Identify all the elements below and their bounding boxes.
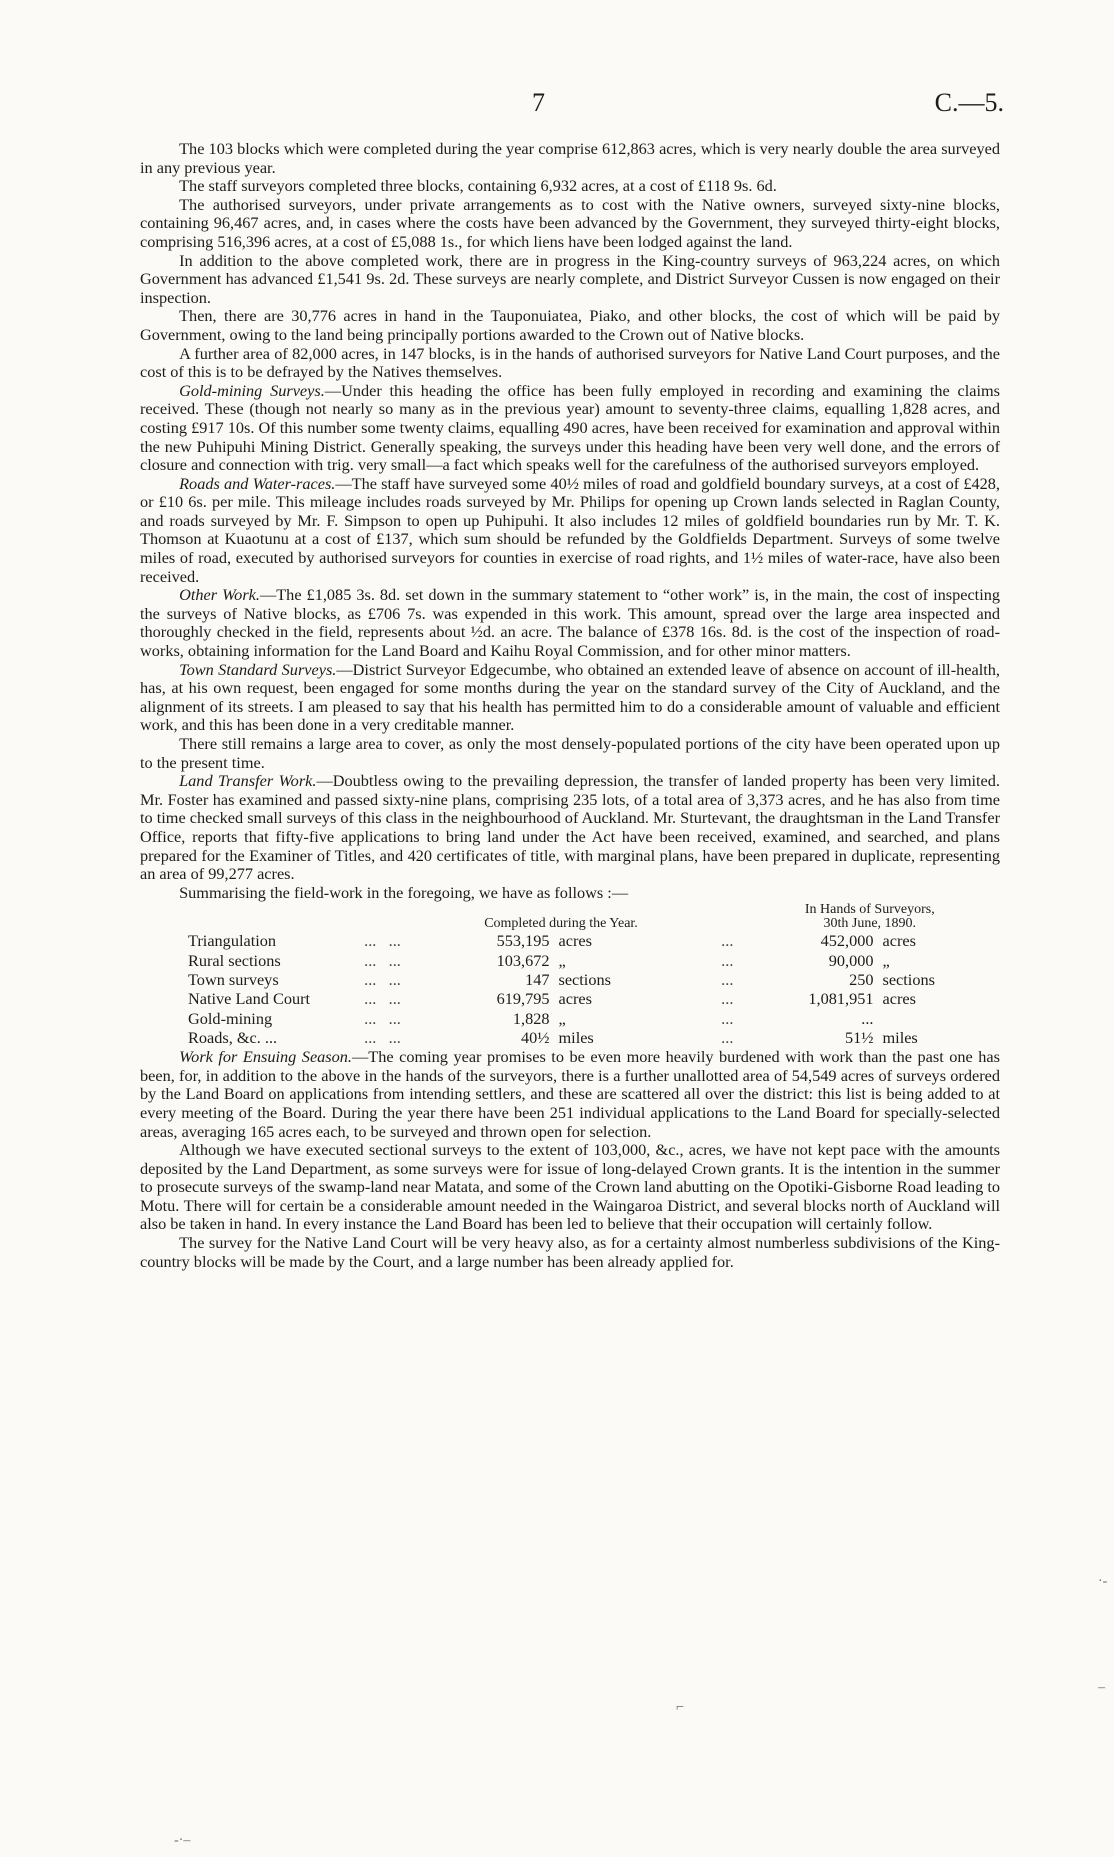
leader-dots: ...	[364, 969, 377, 989]
summary-table	[140, 903, 1000, 1047]
summary-row	[140, 970, 1000, 989]
completed-unit: „	[558, 1008, 566, 1028]
leader-dots: ...	[388, 1027, 401, 1047]
leader-dots: ...	[388, 931, 401, 951]
summary-row	[140, 931, 1000, 950]
paragraph-text: Then, there are 30,776 acres in hand in the Tauponuiatea, Piako, and other blocks, the cost of which will be paid by Government, owing to the land being principally portions awarded to the Crown out of Native blocks.	[140, 306, 1000, 344]
paragraph-heading: Town Standard Surveys.	[179, 659, 337, 679]
paragraph-text: The staff surveyors completed three blocks, containing 6,932 acres, at a cost of £118 9s. 6d.	[179, 176, 777, 196]
scan-mark: ‑·–	[174, 1833, 191, 1848]
paragraphs-before-table	[140, 140, 1000, 902]
paragraph	[140, 475, 1000, 587]
completed-unit: acres	[558, 989, 592, 1009]
in-hands-value: 1,081,951	[808, 989, 874, 1009]
paragraph-heading: Land Transfer Work.	[179, 771, 317, 791]
in-hands-value: 452,000	[820, 931, 874, 951]
completed-unit: acres	[558, 931, 592, 951]
summary-row	[140, 951, 1000, 970]
summary-row	[140, 989, 1000, 1008]
completed-value: 1,828	[512, 1008, 550, 1028]
paragraph-heading: Work for Ensuing Season.	[179, 1047, 352, 1067]
completed-value: 147	[525, 969, 550, 989]
leader-dots: ...	[721, 989, 734, 1009]
summary-table-header	[140, 903, 1000, 931]
paragraph	[140, 1141, 1000, 1234]
paragraph-text: Summarising the field-work in the foregoing, we have as follows :—	[179, 882, 629, 902]
paragraph-text: Although we have executed sectional surveys to the extent of 103,000, &c., acres, we have not kept pace with the amounts deposited by the Land Department, as some surveys were for issue of long-delayed Crown grants. It is the intention in the summer to prosecute surveys of the swamp-land near Matata, and some of the Crown land abutting on the Opotiki-Gisborne Road leading to Motu. There will for certain be a considerable amount needed in the Waingaroa District, and several blocks north of Auckland will also be taken in hand. In every instance the Land Board has been led to believe that their occupation will certainly follow.	[140, 1140, 1000, 1234]
col-in-hands-line2: 30th June, 1890.	[823, 916, 917, 932]
completed-unit: „	[558, 950, 566, 970]
paragraph-heading: Other Work.	[179, 585, 260, 605]
paragraph-text: —District Surveyor Edgecumbe, who obtained an extended leave of absence on account of ill-health, has, at his own request, been engaged for some months during the year on the standard survey of the City of Auckland, and the alignment of its streets. I am pleased to say that his health has permitted him to do a considerable amount of valuable and efficient work, and this has been done in a very creditable manner.	[140, 659, 1000, 735]
completed-value: 103,672	[496, 950, 550, 970]
completed-value: 553,195	[496, 931, 550, 951]
row-label: Gold-mining	[188, 1008, 273, 1028]
paragraph-text: The survey for the Native Land Court will be very heavy also, as for a certainty almost numberless subdivisions of the King-country blocks will be made by the Court, and a large number has been already applied for.	[140, 1233, 1000, 1271]
row-label: Native Land Court	[188, 989, 311, 1009]
paragraph-text: —The coming year promises to be even more heavily burdened with work than the past one has been, for, in addition to the above in the hands of the surveyors, there is a further unallotted area of 54,549 acres of surveys ordered by the Land Board on applications from intending settlers, and these are scattered all over the district: this list is being added to at every meeting of the Board. During the year there have been 251 individual applications to the Land Board for specially-selected areas, averaging 165 acres each, to be surveyed and thrown open for selection.	[140, 1047, 1000, 1141]
paragraph-text: The authorised surveyors, under private arrangements as to cost with the Native owners, surveyed sixty-nine blocks, containing 96,467 acres, and, in cases where the costs have been advanced by the Government, they surveyed thirty-eight blocks, comprising 516,396 acres, at a cost of £5,088 1s., for which liens have been lodged against the land.	[140, 194, 1000, 251]
col-completed-header: Completed during the Year.	[484, 916, 638, 932]
paragraph-text: The 103 blocks which were completed during the year comprise 612,863 acres, which is very nearly double the area surveyed in any previous year.	[140, 139, 1000, 177]
leader-dots: ...	[721, 1008, 734, 1028]
leader-dots: ...	[721, 969, 734, 989]
paragraph	[140, 252, 1000, 308]
paragraph	[140, 884, 1000, 903]
completed-unit: miles	[558, 1027, 594, 1047]
paragraph	[140, 586, 1000, 660]
leader-dots: ...	[364, 1008, 377, 1028]
paragraph	[140, 735, 1000, 772]
paragraph-text: There still remains a large area to cover, as only the most densely-populated portions of the city have been operated upon up to the present time.	[140, 734, 1000, 772]
paragraph	[140, 307, 1000, 344]
paragraph	[140, 1234, 1000, 1271]
row-label: Town surveys	[188, 969, 279, 989]
in-hands-value: 51½	[845, 1027, 874, 1047]
completed-value: 40½	[521, 1027, 550, 1047]
leader-dots: ...	[721, 1027, 734, 1047]
paragraph-text: In addition to the above completed work, there are in progress in the King-country surveys of 963,224 acres, on which Government has advanced £1,541 9s. 2d. These surveys are nearly complete, and District Surveyor Cussen is now engaged on their inspection.	[140, 250, 1000, 307]
in-hands-value: 90,000	[828, 950, 874, 970]
page-number: 7	[532, 88, 545, 117]
paragraph	[140, 382, 1000, 475]
paragraph-text: —The £1,085 3s. 8d. set down in the summary statement to “other work” is, in the main, the cost of inspecting the surveys of Native blocks, as £706 7s. was expended in this work. This amount, spread over the large area inspected and thoroughly checked in the field, represents about ½d. an acre. The balance of £378 16s. 8d. is the cost of the inspection of road-works, obtaining information for the Land Board and Kaihu Royal Commission, and for other minor matters.	[140, 585, 1000, 661]
col-in-hands-line1: In Hands of Surveyors,	[804, 902, 935, 918]
completed-unit: sections	[558, 969, 611, 989]
leader-dots: ...	[388, 989, 401, 1009]
paragraph	[140, 661, 1000, 735]
page-header	[0, 88, 1114, 118]
summary-row	[140, 1009, 1000, 1028]
paragraph	[140, 345, 1000, 382]
paragraphs-after-table	[140, 1048, 1000, 1271]
in-hands-unit: miles	[882, 1027, 918, 1047]
in-hands-value: ...	[861, 1008, 874, 1028]
leader-dots: ...	[388, 950, 401, 970]
paragraph	[140, 196, 1000, 252]
leader-dots: ...	[364, 931, 377, 951]
paragraph-text: —Doubtless owing to the prevailing depression, the transfer of landed property has been very limited. Mr. Foster has examined and passed sixty-nine plans, comprising 235 lots, of a total area of 3,373 acres, and he has also from time to time checked small surveys of this class in the neighbourhood of Auckland. Mr. Sturtevant, the draughtsman in the Land Transfer Office, reports that fifty-five applications to bring land under the Act have been received, examined, and searched, and plans prepared for the Examiner of Titles, and 420 certificates of title, with marginal plans, have been prepared in duplicate, representing an area of 99,277 acres.	[140, 771, 1000, 884]
completed-value: 619,795	[496, 989, 550, 1009]
in-hands-unit	[874, 1009, 1001, 1028]
row-label: Triangulation	[188, 931, 277, 951]
paragraph-text: —Under this heading the office has been fully employed in recording and examining the claims received. These (though not nearly so many as in the previous year) amount to seventy-three claims, equalling 1,828 acres, and costing £917 10s. Of this number some twenty claims, equalling 490 acres, have been received for examination and approval within the new Puhipuhi Mining District. Generally speaking, the surveys under this heading have been very well done, and the errors of closure and connection with trig. very small—a fact which speaks well for the carefulness of the authorised surveyors employed.	[140, 380, 1000, 475]
in-hands-value: 250	[849, 969, 874, 989]
margin-mark: –	[1098, 1680, 1105, 1695]
document-reference: C.—5.	[934, 88, 1004, 117]
paragraph	[140, 1048, 1000, 1141]
row-label: Rural sections	[188, 950, 281, 970]
body-text	[140, 140, 1000, 1271]
leader-dots: ...	[364, 950, 377, 970]
summary-row	[140, 1028, 1000, 1047]
leader-dots: ...	[721, 931, 734, 951]
leader-dots: ...	[388, 969, 401, 989]
leader-dots: ...	[364, 989, 377, 1009]
leader-dots: ...	[364, 1027, 377, 1047]
in-hands-unit: sections	[882, 969, 935, 989]
paragraph-heading: Gold-mining Surveys.	[179, 380, 325, 400]
col-in-hands-header	[740, 903, 1000, 931]
leader-dots: ...	[388, 1008, 401, 1028]
paragraph-text: A further area of 82,000 acres, in 147 blocks, is in the hands of authorised surveyors for Native Land Court purposes, and the cost of this is to be defrayed by the Natives themselves.	[140, 343, 1000, 382]
row-label: Roads, &c. ...	[188, 1027, 278, 1047]
paragraph-text: —The staff have surveyed some 40½ miles of road and goldfield boundary surveys, at a cost of £428, or £10 6s. per mile. This mileage includes roads surveyed by Mr. Philips for opening up Crown lands selected in Raglan County, and roads surveyed by Mr. F. Simpson to open up Puhipuhi. It also includes 12 miles of goldfield boundaries run by Mr. T. K. Thomson at Kuaotunu at a cost of £137, which sum should be refunded by the Goldfields Department. Surveys of some twelve miles of road, executed by authorised surveyors for counties in exercise of road rights, and 1½ miles of water-race, have also been received.	[140, 473, 1001, 586]
paragraph	[140, 772, 1000, 884]
in-hands-unit: „	[882, 950, 890, 970]
paragraph	[140, 140, 1000, 177]
paragraph	[140, 177, 1000, 196]
leader-dots: ...	[721, 950, 734, 970]
in-hands-unit: acres	[882, 931, 916, 951]
scan-mark: ⌐	[676, 1700, 684, 1715]
in-hands-unit: acres	[882, 989, 916, 1009]
paragraph-heading: Roads and Water-races.	[179, 473, 336, 493]
margin-mark: ·‑	[1098, 1574, 1108, 1589]
